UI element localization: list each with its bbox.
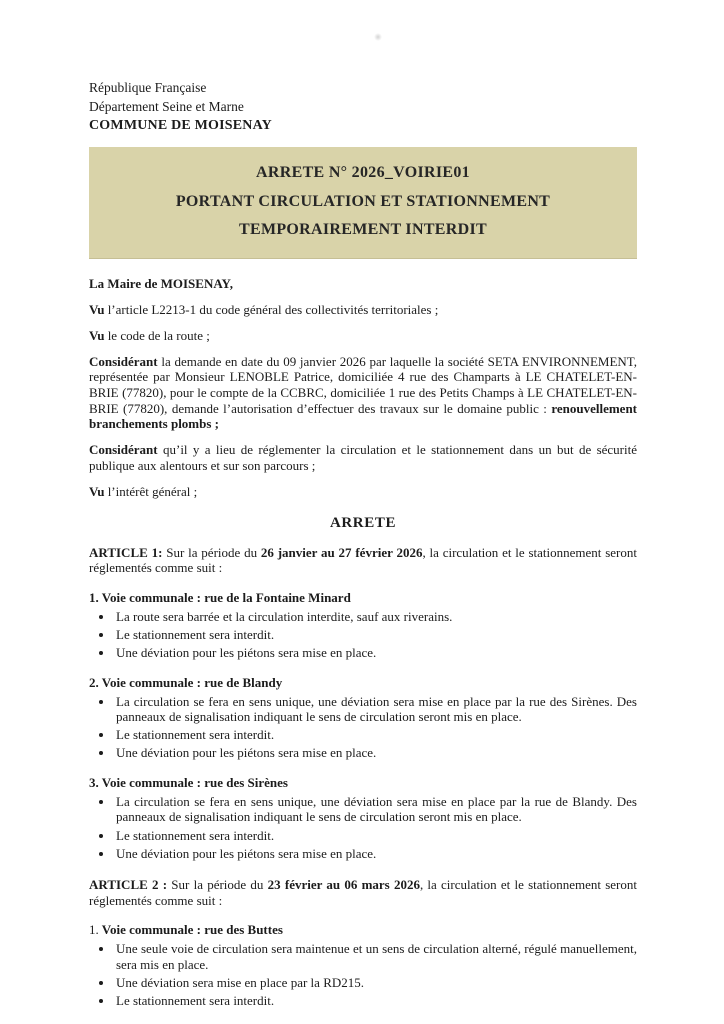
departement-line: Département Seine et Marne	[89, 99, 244, 114]
maire-line: La Maire de MOISENAY,	[89, 275, 233, 291]
article2-intro-para	[89, 877, 637, 908]
arrete-subtitle: PORTANT CIRCULATION ET STATIONNEMENT TEMPORAIREMENT INTERDIT	[175, 192, 551, 238]
bullet-item: • La circulation se fera en sens unique, une déviation sera mise en place par la rue des Sirènes. Des panneaux de signalisation indiquant le sens de circulation seront mis en place.	[114, 694, 637, 725]
bullet-item: • Une seule voie de circulation sera maintenue et un sens de circulation alterné, régulé manuellement, sera mis en place.	[114, 941, 637, 972]
section-bullet-list	[89, 794, 637, 861]
article2-post-text: , la circulation et le stationnement seront réglementés comme suit :	[89, 877, 637, 908]
arrete-section-heading: ARRETE	[329, 514, 397, 531]
article1-intro-para	[89, 545, 637, 576]
republique-line: République Française	[89, 80, 207, 95]
article1-section-3	[89, 775, 637, 861]
bullet-item: • Une déviation pour les piétons sera mise en place.	[114, 846, 637, 862]
bullet-item: • Une déviation pour les piétons sera mise en place.	[114, 645, 637, 661]
section-heading	[89, 590, 637, 606]
bullet-item: • Le stationnement sera interdit.	[114, 627, 637, 643]
considerant-securite-para	[89, 442, 637, 473]
commune-line: COMMUNE DE MOISENAY	[89, 118, 272, 133]
considerant-lead: Considérant	[89, 353, 158, 369]
bullet-item: • La circulation se fera en sens unique, une déviation sera mise en place par la rue de Blandy. Des panneaux de signalisation indiquant le sens de circulation seront mis en place.	[114, 794, 637, 825]
article2-label: ARTICLE 2 :	[89, 877, 168, 893]
vu-article-line	[89, 302, 637, 318]
considerant-securite-text: qu’il y a lieu de réglementer la circulation et le stationnement dans un but de sécurité publique aux alentours et sur son parcours ;	[89, 442, 637, 473]
bullet-item: • Le stationnement sera interdit.	[114, 727, 637, 743]
section-number: 1.	[89, 922, 99, 938]
bullet-item: • Une déviation sera mise en place par la RD215.	[114, 975, 637, 991]
section-bullet-list	[89, 694, 637, 761]
vu-article-text: l’article L2213-1 du code général des collectivités territoriales ;	[104, 301, 439, 317]
vu-code-route-text: le code de la route ;	[104, 327, 210, 343]
vu-interet-text: l’intérêt général ;	[104, 483, 198, 499]
article1-post-text: , la circulation et le stationnement seront réglementés comme suit :	[89, 544, 637, 576]
arrete-number-title: ARRETE N° 2026_VOIRIE01	[256, 164, 470, 181]
considerant-demande-text: la demande en date du 09 janvier 2026 par laquelle la société SETA ENVIRONNEMENT, représentée par Monsieur LENOBLE Patrice, domiciliée 4 rue des Champarts à LE CHATELET-EN-BRIE (77820), pour le compte de la CCBRC, domiciliée 1 rue des Petits Champs à LE CHATELET-EN-BRIE (77820), demande l’autorisation d’effectuer des travaux sur le domaine public :	[89, 353, 637, 416]
article1-section-1	[89, 590, 637, 661]
section-title: Voie communale : rue de la Fontaine Minard	[98, 589, 351, 605]
section-title: Voie communale : rue des Buttes	[98, 922, 283, 938]
bullet-item: • La route sera barrée et la circulation interdite, sauf aux riverains.	[114, 609, 637, 625]
considerant-demande-para	[89, 354, 637, 432]
article1-period: 26 janvier au 27 février 2026	[260, 544, 423, 560]
considerant-lead: Considérant	[89, 442, 158, 458]
vu-code-route-line	[89, 328, 637, 344]
section-bullet-list	[89, 941, 637, 1008]
vu-lead: Vu	[89, 483, 105, 499]
vu-lead: Vu	[89, 301, 105, 317]
article1-pre-text: Sur la période du	[162, 544, 261, 560]
arrete-banner	[89, 147, 637, 259]
considerant-demande-bold-tail: renouvellement branchements plombs ;	[89, 400, 637, 432]
article2-section-1	[89, 922, 637, 1008]
section-heading	[89, 675, 637, 691]
bullet-item: • Une déviation pour les piétons sera mise en place.	[114, 745, 637, 761]
section-title: Voie communale : rue des Sirènes	[98, 774, 288, 790]
section-title: Voie communale : rue de Blandy	[98, 674, 283, 690]
article1-section-2	[89, 675, 637, 761]
article2-pre-text: Sur la période du	[167, 877, 268, 893]
bullet-item: • Le stationnement sera interdit.	[114, 993, 637, 1009]
scan-artifact	[374, 33, 382, 41]
section-heading	[89, 775, 637, 791]
letterhead	[89, 78, 637, 135]
article1-label: ARTICLE 1:	[89, 544, 163, 560]
bullet-item: • Le stationnement sera interdit.	[114, 828, 637, 844]
section-number: 2.	[89, 674, 99, 690]
vu-lead: Vu	[89, 327, 105, 343]
section-number: 3.	[89, 774, 99, 790]
article2-period: 23 février au 06 mars 2026	[267, 877, 420, 893]
vu-interet-line	[89, 484, 637, 500]
section-number: 1.	[89, 589, 99, 605]
section-bullet-list	[89, 609, 637, 661]
section-heading	[89, 922, 637, 938]
